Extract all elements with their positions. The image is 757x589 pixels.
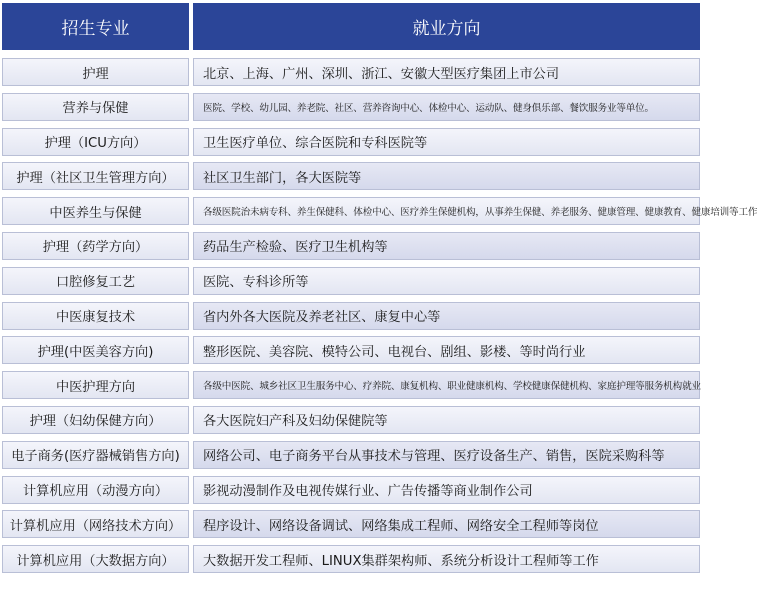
- major-cell: 护理（ICU方向）: [2, 128, 189, 156]
- table-row: [2, 58, 700, 86]
- direction-cell: 各级医院治未病专科、养生保健科、体检中心、医疗养生保健机构，从事养生保健、养老服务、健康管理、健康教育、健康培训等工作: [193, 197, 700, 225]
- direction-cell: 影视动漫制作及电视传媒行业、广告传播等商业制作公司: [193, 476, 700, 504]
- table-row: [2, 162, 700, 190]
- major-cell: 护理（妇幼保健方向）: [2, 406, 189, 434]
- major-cell: 计算机应用（网络技术方向）: [2, 510, 189, 538]
- direction-cell: 整形医院、美容院、模特公司、电视台、剧组、影楼、等时尚行业: [193, 336, 700, 364]
- direction-cell: 北京、上海、广州、深圳、浙江、安徽大型医疗集团上市公司: [193, 58, 700, 86]
- table-row: [2, 128, 700, 156]
- direction-cell: 卫生医疗单位、综合医院和专科医院等: [193, 128, 700, 156]
- table-row: [2, 510, 700, 538]
- major-cell: 计算机应用（大数据方向）: [2, 545, 189, 573]
- table-row: [2, 197, 757, 225]
- direction-cell: 医院、专科诊所等: [193, 267, 700, 295]
- major-cell: 护理（社区卫生管理方向）: [2, 162, 189, 190]
- major-cell: 口腔修复工艺: [2, 267, 189, 295]
- direction-cell: 医院、学校、幼儿园、养老院、社区、营养咨询中心、体检中心、运动队、健身俱乐部、餐饮服务业等单位。: [193, 93, 700, 121]
- direction-cell: 大数据开发工程师、LINUX集群架构师、系统分析设计工程师等工作: [193, 545, 700, 573]
- employment-table: [2, 3, 757, 580]
- direction-cell: 各大医院妇产科及妇幼保健院等: [193, 406, 700, 434]
- direction-cell: 药品生产检验、医疗卫生机构等: [193, 232, 700, 260]
- table-row: [2, 232, 700, 260]
- table-row: [2, 476, 700, 504]
- direction-cell: 网络公司、电子商务平台从事技术与管理、医疗设备生产、销售，医院采购科等: [193, 441, 700, 469]
- header-direction: 就业方向: [193, 3, 700, 50]
- direction-cell: 省内外各大医院及养老社区、康复中心等: [193, 302, 700, 330]
- direction-cell: 各级中医院、城乡社区卫生服务中心、疗养院、康复机构、职业健康机构、学校健康保健机构、家庭护理等服务机构就业: [193, 371, 700, 399]
- table-row: [2, 302, 700, 330]
- major-cell: 计算机应用（动漫方向）: [2, 476, 189, 504]
- major-cell: 护理: [2, 58, 189, 86]
- table-row: [2, 406, 700, 434]
- table-row: [2, 545, 700, 573]
- table-header: [2, 3, 700, 50]
- table-row: [2, 336, 700, 364]
- table-row: [2, 267, 700, 295]
- major-cell: 中医护理方向: [2, 371, 189, 399]
- major-cell: 护理（药学方向）: [2, 232, 189, 260]
- major-cell: 护理(中医美容方向): [2, 336, 189, 364]
- table-row: [2, 441, 700, 469]
- major-cell: 营养与保健: [2, 93, 189, 121]
- major-cell: 电子商务(医疗器械销售方向): [2, 441, 189, 469]
- major-cell: 中医养生与保健: [2, 197, 189, 225]
- major-cell: 中医康复技术: [2, 302, 189, 330]
- table-row: [2, 371, 700, 399]
- direction-cell: 社区卫生部门，各大医院等: [193, 162, 700, 190]
- header-major: 招生专业: [2, 3, 189, 50]
- table-row: [2, 93, 700, 121]
- direction-cell: 程序设计、网络设备调试、网络集成工程师、网络安全工程师等岗位: [193, 510, 700, 538]
